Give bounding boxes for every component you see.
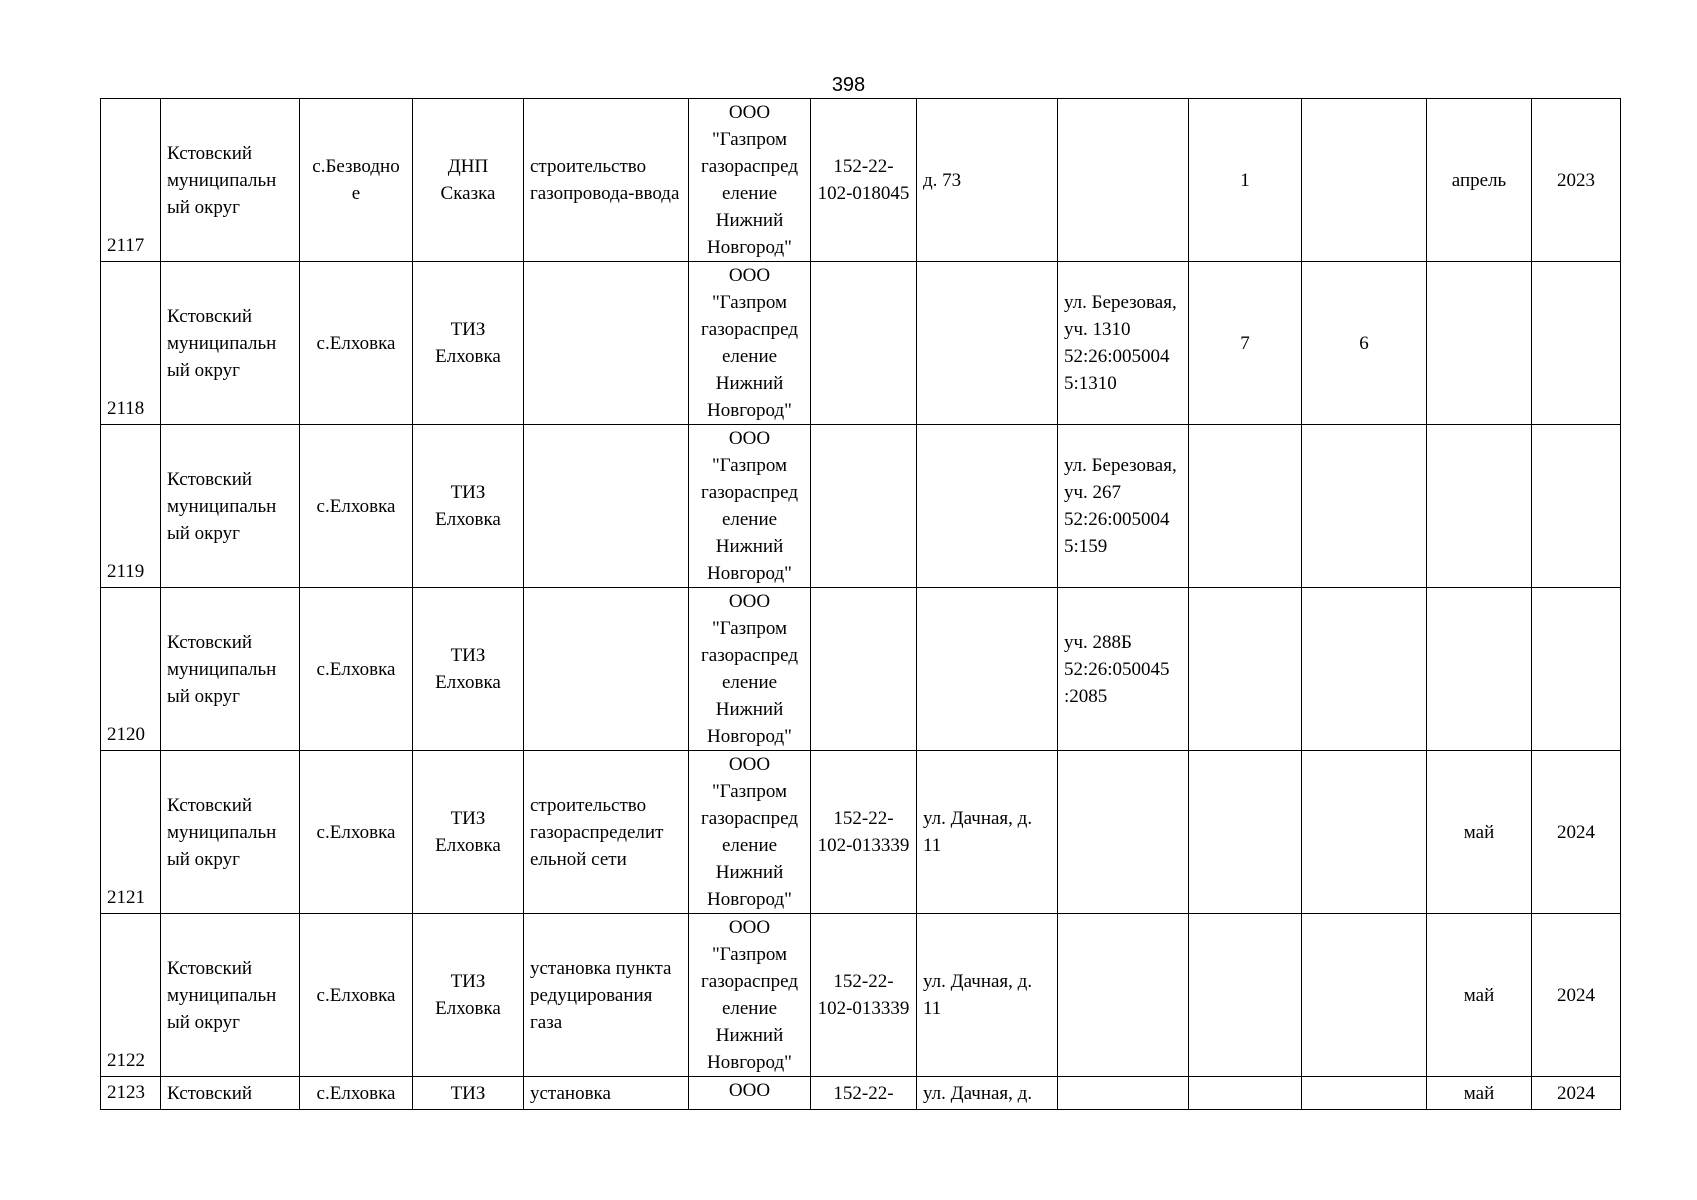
cell-work-type [524,425,689,588]
cell-count-1 [1189,425,1302,588]
cell-settlement: с.Елховка [300,751,413,914]
cell-address [917,588,1058,751]
cell-month [1427,588,1532,751]
cell-count-2 [1302,1077,1427,1110]
cell-organization: ТИЗ Елховка [413,914,524,1077]
cell-parcel: ул. Березовая, уч. 267 52:26:005004 5:159 [1058,425,1189,588]
cell-parcel [1058,751,1189,914]
cell-district: Кстовский муниципальн ый округ [161,914,300,1077]
cell-company: ООО "Газпром газораспред еление Нижний Новгород" [689,262,811,425]
cell-project-number: 152-22- [811,1077,917,1110]
cell-month: апрель [1427,99,1532,262]
cell-company: ООО "Газпром газораспред еление Нижний Новгород" [689,751,811,914]
cell-address [917,262,1058,425]
cell-parcel: уч. 288Б 52:26:050045 :2085 [1058,588,1189,751]
cell-company: ООО "Газпром газораспред еление Нижний Новгород" [689,99,811,262]
cell-address: д. 73 [917,99,1058,262]
cell-district: Кстовский муниципальн ый округ [161,262,300,425]
table-row [101,262,1621,425]
cell-count-1 [1189,751,1302,914]
cell-organization: ТИЗ [413,1077,524,1110]
table-row [101,588,1621,751]
cell-month: май [1427,914,1532,1077]
table-row [101,1077,1621,1110]
cell-settlement: с.Елховка [300,262,413,425]
cell-count-2 [1302,751,1427,914]
cell-number: 2118 [101,262,161,425]
cell-district: Кстовский муниципальн ый округ [161,99,300,262]
cell-year [1532,262,1621,425]
cell-number: 2122 [101,914,161,1077]
cell-count-1 [1189,588,1302,751]
cell-count-1 [1189,1077,1302,1110]
cell-number: 2121 [101,751,161,914]
cell-month: май [1427,751,1532,914]
cell-company: ООО "Газпром газораспред еление Нижний Новгород" [689,914,811,1077]
cell-count-1 [1189,914,1302,1077]
cell-district: Кстовский муниципальн ый округ [161,588,300,751]
cell-project-number: 152-22-102-013339 [811,914,917,1077]
cell-work-type [524,588,689,751]
cell-year: 2024 [1532,1077,1621,1110]
cell-settlement: с.Безводно е [300,99,413,262]
cell-address: ул. Дачная, д. 11 [917,914,1058,1077]
cell-year: 2024 [1532,751,1621,914]
cell-settlement: с.Елховка [300,914,413,1077]
cell-count-2 [1302,588,1427,751]
cell-number: 2120 [101,588,161,751]
table-row [101,914,1621,1077]
cell-organization: ТИЗ Елховка [413,262,524,425]
cell-year: 2024 [1532,914,1621,1077]
cell-district: Кстовский муниципальн ый округ [161,425,300,588]
cell-project-number [811,425,917,588]
cell-settlement: с.Елховка [300,1077,413,1110]
cell-count-1: 7 [1189,262,1302,425]
cell-address [917,425,1058,588]
cell-project-number: 152-22-102-013339 [811,751,917,914]
table-row [101,425,1621,588]
cell-address: ул. Дачная, д. [917,1077,1058,1110]
cell-number: 2117 [101,99,161,262]
cell-month [1427,262,1532,425]
cell-settlement: с.Елховка [300,425,413,588]
table-row [101,99,1621,262]
cell-count-2: 6 [1302,262,1427,425]
cell-parcel [1058,914,1189,1077]
cell-parcel [1058,99,1189,262]
cell-parcel [1058,1077,1189,1110]
cell-project-number [811,262,917,425]
cell-settlement: с.Елховка [300,588,413,751]
cell-year [1532,425,1621,588]
cell-work-type: строительство газопровода-ввода [524,99,689,262]
table-row [101,751,1621,914]
cell-count-1: 1 [1189,99,1302,262]
cell-organization: ТИЗ Елховка [413,751,524,914]
cell-work-type: установка [524,1077,689,1110]
cell-number: 2123 [101,1077,161,1110]
cell-number: 2119 [101,425,161,588]
cell-company: ООО "Газпром газораспред еление Нижний Новгород" [689,588,811,751]
cell-organization: ТИЗ Елховка [413,588,524,751]
cell-year [1532,588,1621,751]
cell-address: ул. Дачная, д. 11 [917,751,1058,914]
cell-company: ООО "Газпром газораспред еление Нижний Новгород" [689,425,811,588]
cell-parcel: ул. Березовая, уч. 1310 52:26:005004 5:1310 [1058,262,1189,425]
cell-work-type [524,262,689,425]
cell-year: 2023 [1532,99,1621,262]
cell-count-2 [1302,425,1427,588]
cell-count-2 [1302,914,1427,1077]
cell-district: Кстовский муниципальн ый округ [161,751,300,914]
register-table [100,98,1621,1110]
cell-month: май [1427,1077,1532,1110]
cell-count-2 [1302,99,1427,262]
cell-organization: ДНП Сказка [413,99,524,262]
cell-company: ООО [689,1077,811,1110]
cell-work-type: установка пункта редуцирования газа [524,914,689,1077]
page-number: 398 [831,74,866,96]
cell-district: Кстовский [161,1077,300,1110]
cell-organization: ТИЗ Елховка [413,425,524,588]
cell-month [1427,425,1532,588]
cell-project-number [811,588,917,751]
cell-project-number: 152-22-102-018045 [811,99,917,262]
cell-work-type: строительство газораспределит ельной сети [524,751,689,914]
